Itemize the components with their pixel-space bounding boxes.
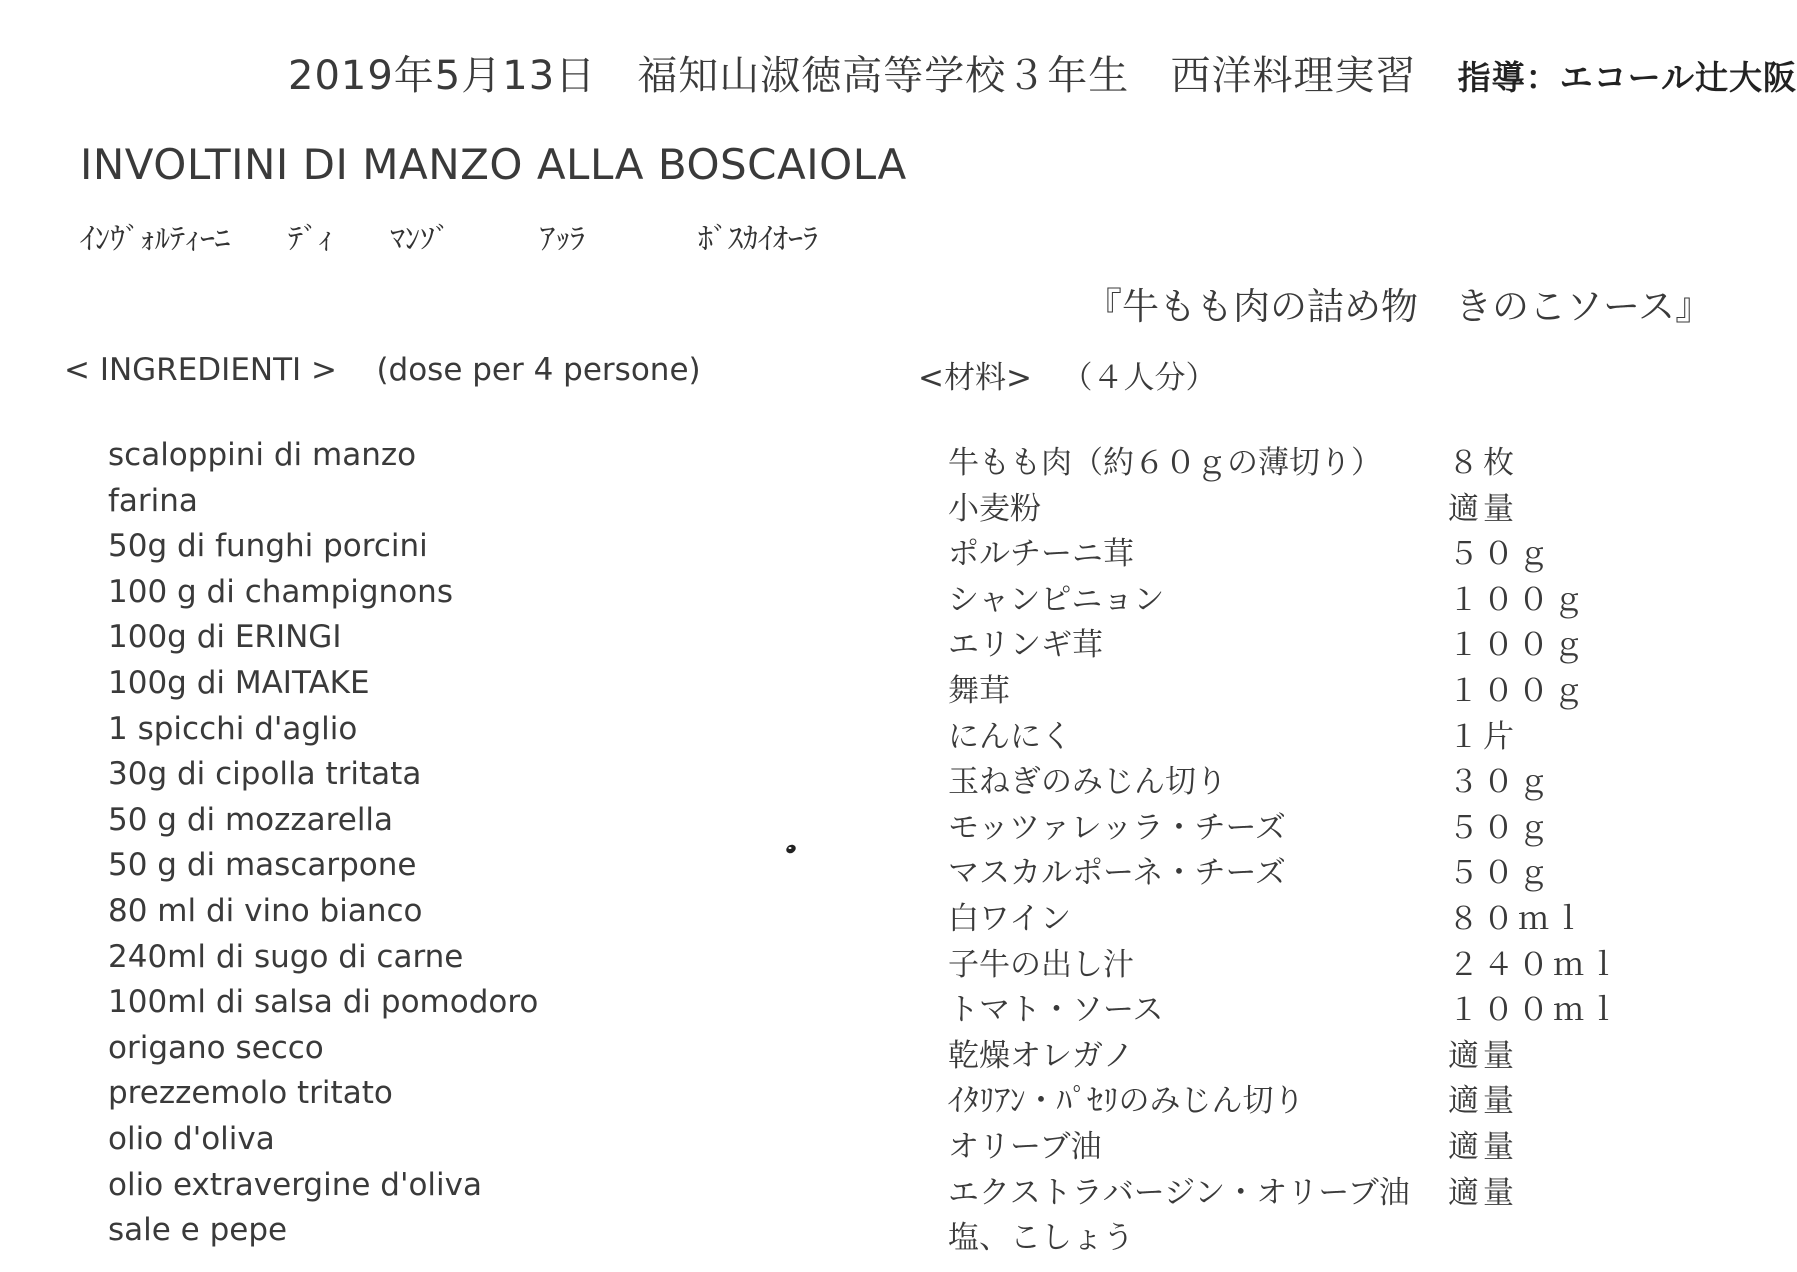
kana-word: ﾃﾞｨ xyxy=(288,222,333,257)
kana-word: ｱｯﾗ xyxy=(540,222,585,257)
ingredient-italian: 100 g di champignons xyxy=(108,573,453,610)
ingredient-italian: 50 g di mascarpone xyxy=(108,847,417,884)
ingredient-quantity: ８０ｍｌ xyxy=(1448,900,1588,937)
ingredient-italian: 50g di funghi porcini xyxy=(108,528,428,565)
ingredient-quantity: 適量 xyxy=(1448,490,1518,527)
ingredient-row xyxy=(0,802,1766,848)
ingredient-row xyxy=(0,437,1766,483)
ingredient-italian: prezzemolo tritato xyxy=(108,1075,393,1112)
ingredient-italian: olio extravergine d'oliva xyxy=(108,1166,482,1203)
header-course: 西洋料理実習 xyxy=(1170,53,1417,99)
ingredient-row xyxy=(0,1030,1766,1076)
recipe-title-italian: INVOLTINI DI MANZO ALLA BOSCAIOLA xyxy=(80,140,907,189)
kana-word: ﾏﾝｿﾞ xyxy=(390,222,450,257)
ingredient-italian: 100g di MAITAKE xyxy=(108,664,370,701)
ingredient-japanese: 乾燥オレガノ xyxy=(948,1037,1134,1074)
ingredient-row xyxy=(0,847,1766,893)
ingredient-row xyxy=(0,528,1766,574)
ingredient-quantity: 適量 xyxy=(1448,1174,1518,1211)
ingredient-italian: sale e pepe xyxy=(108,1212,288,1249)
ingredient-quantity: ５０ｇ xyxy=(1448,855,1553,892)
ingredient-italian: 240ml di sugo di carne xyxy=(108,938,464,975)
ingredient-japanese: トマト・ソース xyxy=(948,992,1164,1029)
ingredient-quantity: ８枚 xyxy=(1448,445,1518,481)
header-instructor: エコール辻大阪 xyxy=(1559,58,1797,97)
ingredient-row xyxy=(0,1121,1766,1167)
recipe-title-japanese: 『牛もも肉の詰め物 きのこソース』 xyxy=(1085,285,1713,328)
ingredient-japanese: オリーブ油 xyxy=(948,1128,1102,1165)
ingredient-row xyxy=(0,711,1766,757)
ingredient-japanese: モッツァレッラ・チーズ xyxy=(948,809,1286,846)
ingredient-italian: 100ml di salsa di pomodoro xyxy=(108,984,539,1021)
ingredient-row xyxy=(0,1075,1766,1121)
ingredient-italian: farina xyxy=(108,482,198,519)
ingredient-japanese: 玉ねぎのみじん切り xyxy=(948,764,1227,801)
ingredient-japanese: シャンピニョン xyxy=(948,581,1165,618)
ingredient-quantity: １００ｍｌ xyxy=(1448,992,1623,1029)
ingredient-row xyxy=(0,574,1766,620)
ingredient-quantity: １片 xyxy=(1448,718,1518,755)
ingredient-row xyxy=(0,619,1766,665)
servings-italian: (dose per 4 persone) xyxy=(376,352,701,388)
ingredient-row xyxy=(0,756,1766,802)
ingredient-quantity: 適量 xyxy=(1448,1083,1518,1120)
ingredient-japanese: 子牛の出し汁 xyxy=(948,946,1134,983)
ingredients-list xyxy=(0,437,1766,1258)
ingredient-quantity: ２４０ｍｌ xyxy=(1448,946,1623,983)
ingredient-quantity: １００ｇ xyxy=(1448,672,1588,709)
ingredient-italian: olio d'oliva xyxy=(108,1120,275,1157)
ingredient-japanese: 塩、こしょう xyxy=(948,1220,1134,1257)
header-instructor-label: 指導： xyxy=(1457,58,1560,97)
ink-spot xyxy=(784,843,798,855)
ingredients-header-italian xyxy=(64,352,701,388)
ingredient-japanese: 白ワイン xyxy=(948,900,1072,937)
recipe-title-kana xyxy=(80,214,818,258)
ingredient-row xyxy=(0,939,1766,985)
ingredient-japanese: 牛もも肉（約６０ｇの薄切り） xyxy=(948,445,1382,481)
ingredient-japanese: エクストラバージン・オリーブ油 xyxy=(948,1174,1410,1211)
ingredient-japanese: ポルチーニ茸 xyxy=(948,536,1134,573)
header-line xyxy=(288,44,1797,101)
ingredient-italian: 1 spicchi d'aglio xyxy=(108,710,358,747)
ingredient-quantity: １００ｇ xyxy=(1448,581,1588,618)
ingredient-row xyxy=(0,1212,1766,1258)
ingredient-italian: 100g di ERINGI xyxy=(108,619,342,656)
ingredient-italian: scaloppini di manzo xyxy=(108,437,417,473)
ingredient-row xyxy=(0,984,1766,1030)
ingredient-japanese: 舞茸 xyxy=(948,672,1010,709)
ingredients-header-japanese xyxy=(918,352,1217,397)
ingredients-label-italian: < INGREDIENTI > xyxy=(64,352,338,388)
kana-word: ﾎﾞｽｶｲｵｰﾗ xyxy=(698,222,818,257)
kana-word: ｲﾝｳﾞｫﾙﾃｨｰﾆ xyxy=(80,222,230,257)
ingredient-quantity: ３０ｇ xyxy=(1448,764,1553,801)
ingredient-japanese: 小麦粉 xyxy=(948,490,1041,527)
ingredient-row xyxy=(0,483,1766,529)
ingredient-quantity: ５０ｇ xyxy=(1448,536,1553,573)
ingredient-row xyxy=(0,1167,1766,1213)
ingredient-italian: origano secco xyxy=(108,1029,324,1066)
ingredient-quantity: ５０ｇ xyxy=(1448,809,1553,846)
ingredient-japanese: マスカルポーネ・チーズ xyxy=(948,855,1286,892)
header-date: 2019年5月13日 xyxy=(288,53,597,99)
ingredient-italian: 30g di cipolla tritata xyxy=(108,756,422,793)
ingredient-row xyxy=(0,665,1766,711)
ingredient-italian: 50 g di mozzarella xyxy=(108,801,394,838)
ingredient-row xyxy=(0,893,1766,939)
ingredient-quantity: 適量 xyxy=(1448,1128,1518,1165)
header-school: 福知山淑徳高等学校３年生 xyxy=(637,53,1130,99)
ingredient-quantity: 適量 xyxy=(1448,1037,1518,1074)
servings-japanese: （４人分） xyxy=(1061,360,1217,396)
ingredient-quantity: １００ｇ xyxy=(1448,627,1588,664)
ingredient-italian: 80 ml di vino bianco xyxy=(108,892,423,929)
ingredient-japanese: にんにく xyxy=(948,718,1072,755)
ingredients-label-japanese: <材料> xyxy=(918,360,1032,396)
ingredient-japanese: エリンギ茸 xyxy=(948,627,1103,664)
ingredient-japanese: ｲﾀﾘｱﾝ・ﾊﾟｾﾘのみじん切り xyxy=(948,1083,1305,1120)
